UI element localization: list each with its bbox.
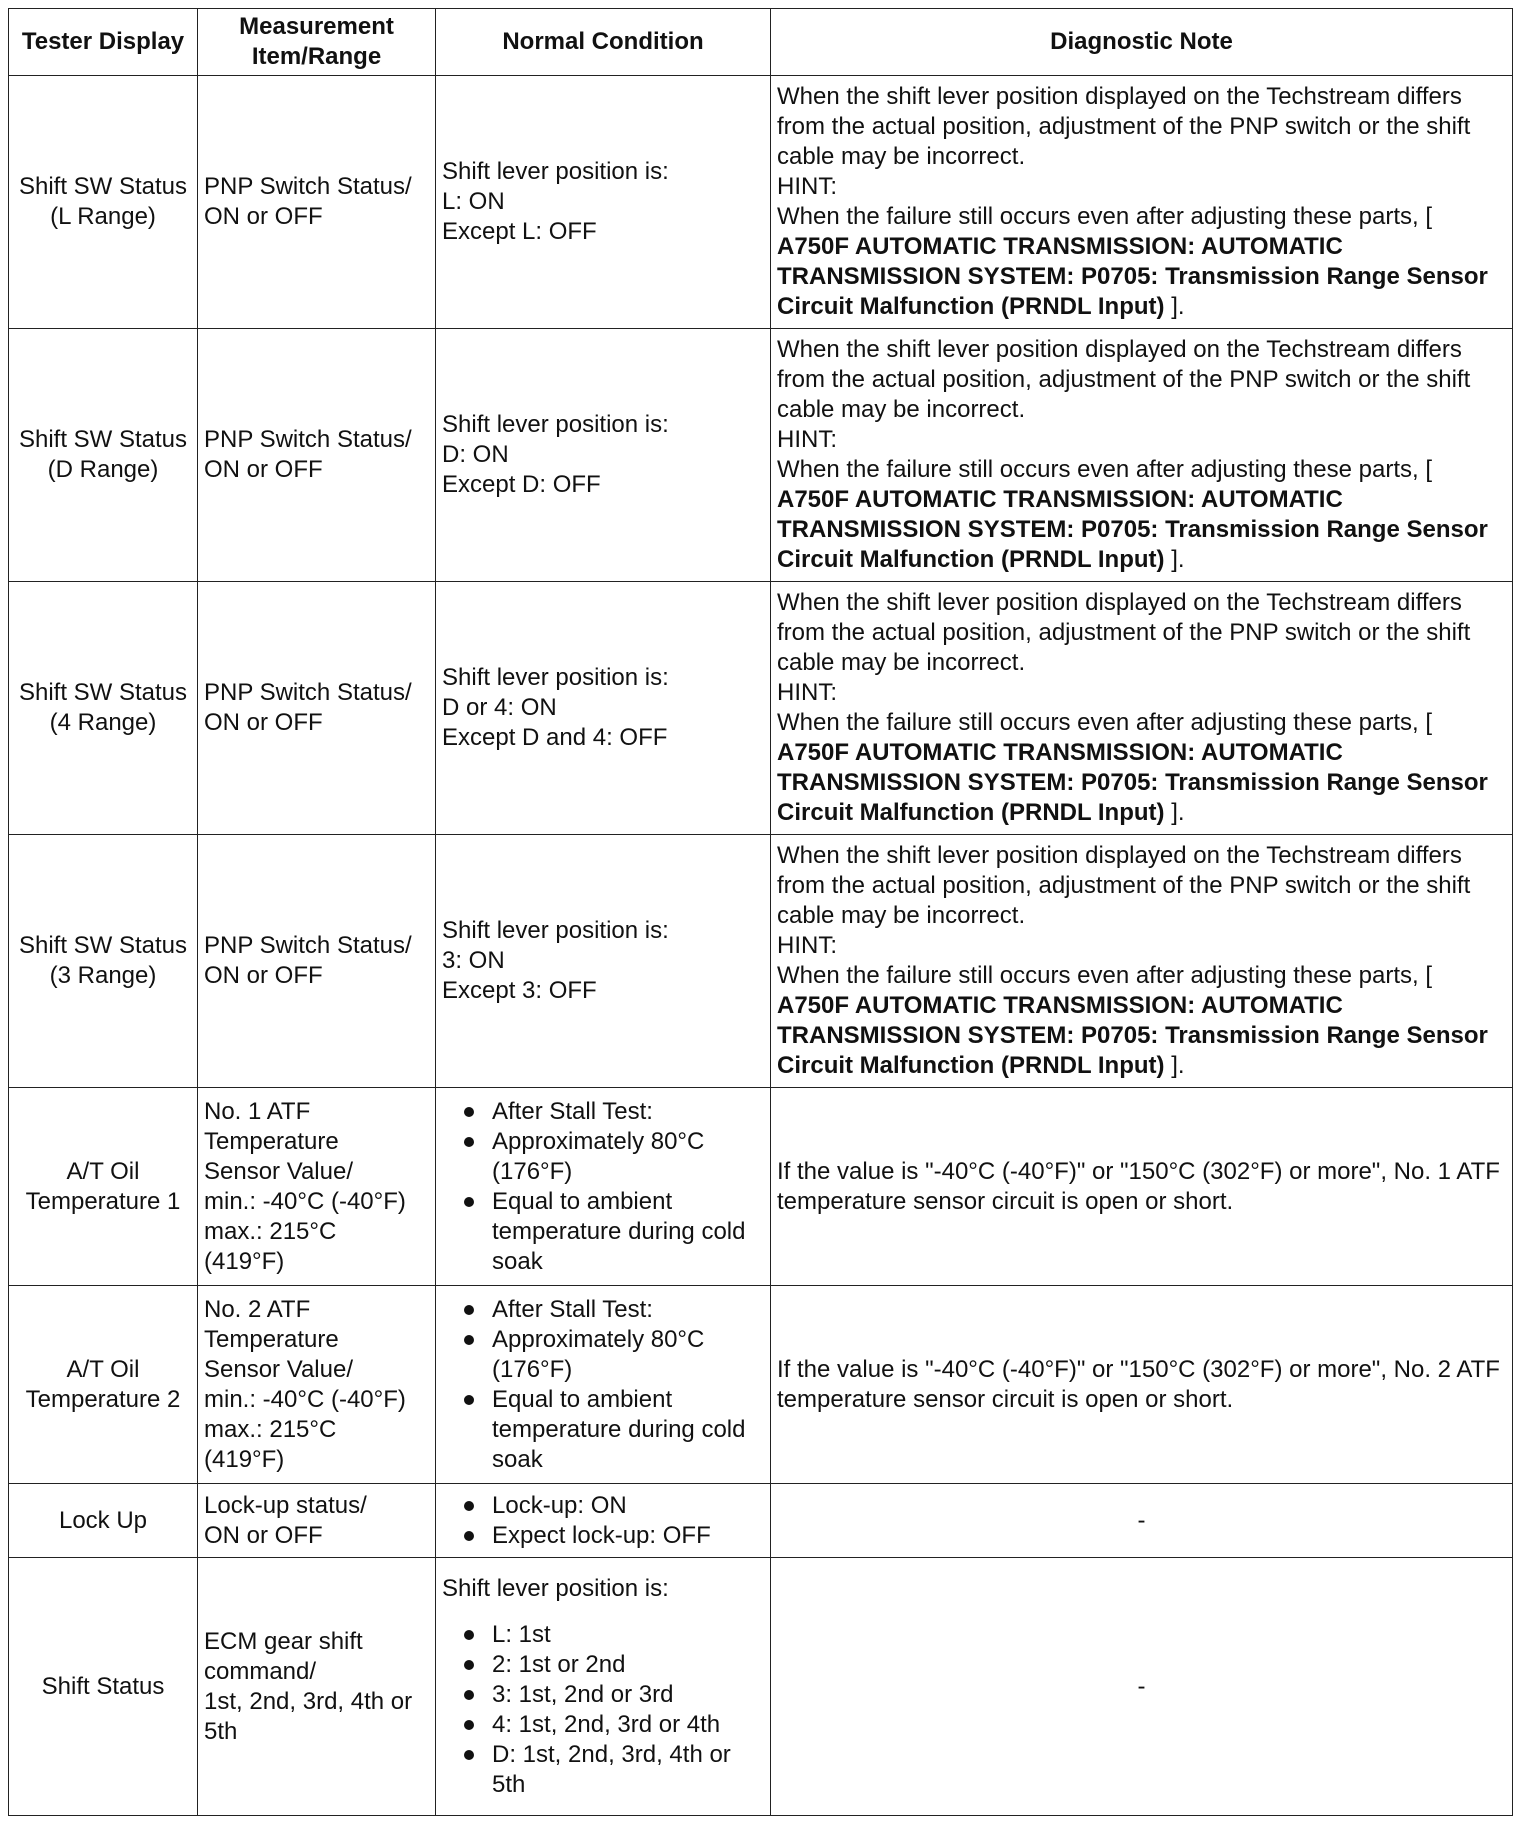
table-row bbox=[9, 582, 1513, 835]
bullet-list bbox=[442, 1295, 764, 1475]
table-row bbox=[9, 329, 1513, 582]
diagnostic-note-cell: When the shift lever position displayed on the Techstream differs from the actual position, adjustment of the PNP switch or the shift cable may be incorrect. HINT: When the failure still occurs even after adjusting these parts, [ A750F AUTOMATIC TRANSMISSION: AUTOMATIC TRANSMISSION SYSTEM: P0705: Transmission Range Sensor Circuit Malfunction (PRNDL Input) ]. bbox=[771, 329, 1513, 582]
normal-condition-cell bbox=[436, 1088, 771, 1286]
list-item: 4: 1st, 2nd, 3rd or 4th bbox=[442, 1710, 764, 1740]
header-measurement-item: Measurement Item/Range bbox=[198, 9, 436, 76]
table-row bbox=[9, 76, 1513, 329]
list-item: Equal to ambient temperature during cold soak bbox=[442, 1385, 764, 1475]
header-diagnostic-note: Diagnostic Note bbox=[771, 9, 1513, 76]
table-row bbox=[9, 1286, 1513, 1484]
tester-display-cell: Shift SW Status (D Range) bbox=[9, 329, 198, 582]
normal-condition-cell bbox=[436, 1286, 771, 1484]
table-header-row bbox=[9, 9, 1513, 76]
diagnostic-note-cell: - bbox=[771, 1484, 1513, 1558]
list-item: 3: 1st, 2nd or 3rd bbox=[442, 1680, 764, 1710]
table-row bbox=[9, 835, 1513, 1088]
tester-display-cell: Shift Status bbox=[9, 1558, 198, 1816]
bullet-list bbox=[442, 1491, 764, 1551]
repair-manual-link[interactable]: A750F AUTOMATIC TRANSMISSION: AUTOMATIC TRANSMISSION SYSTEM: P0705: Transmission Range Sensor Circuit Malfunction (PRNDL Input) bbox=[777, 233, 1488, 320]
diagnostic-note-cell: If the value is "-40°C (-40°F)" or "150°C (302°F) or more", No. 2 ATF temperature sensor circuit is open or short. bbox=[771, 1286, 1513, 1484]
tester-display-cell: Shift SW Status (L Range) bbox=[9, 76, 198, 329]
repair-manual-link[interactable]: A750F AUTOMATIC TRANSMISSION: AUTOMATIC TRANSMISSION SYSTEM: P0705: Transmission Range Sensor Circuit Malfunction (PRNDL Input) bbox=[777, 992, 1488, 1079]
normal-condition-cell: Shift lever position is: 3: ON Except 3: OFF bbox=[436, 835, 771, 1088]
list-item: 2: 1st or 2nd bbox=[442, 1650, 764, 1680]
repair-manual-link[interactable]: A750F AUTOMATIC TRANSMISSION: AUTOMATIC TRANSMISSION SYSTEM: P0705: Transmission Range Sensor Circuit Malfunction (PRNDL Input) bbox=[777, 739, 1488, 826]
diagnostic-note-cell: When the shift lever position displayed on the Techstream differs from the actual position, adjustment of the PNP switch or the shift cable may be incorrect. HINT: When the failure still occurs even after adjusting these parts, [ A750F AUTOMATIC TRANSMISSION: AUTOMATIC TRANSMISSION SYSTEM: P0705: Transmission Range Sensor Circuit Malfunction (PRNDL Input) ]. bbox=[771, 835, 1513, 1088]
normal-condition-cell: Shift lever position is: D: ON Except D: OFF bbox=[436, 329, 771, 582]
diagnostic-note-cell: When the shift lever position displayed on the Techstream differs from the actual position, adjustment of the PNP switch or the shift cable may be incorrect. HINT: When the failure still occurs even after adjusting these parts, [ A750F AUTOMATIC TRANSMISSION: AUTOMATIC TRANSMISSION SYSTEM: P0705: Transmission Range Sensor Circuit Malfunction (PRNDL Input) ]. bbox=[771, 582, 1513, 835]
tester-display-cell: A/T Oil Temperature 1 bbox=[9, 1088, 198, 1286]
tester-display-cell: Shift SW Status (4 Range) bbox=[9, 582, 198, 835]
measurement-item-cell: No. 1 ATF Temperature Sensor Value/ min.: -40°C (-40°F) max.: 215°C (419°F) bbox=[198, 1088, 436, 1286]
table-row bbox=[9, 1088, 1513, 1286]
diagnostic-data-table bbox=[8, 8, 1513, 1816]
list-item: Lock-up: ON bbox=[442, 1491, 764, 1521]
measurement-item-cell: No. 2 ATF Temperature Sensor Value/ min.: -40°C (-40°F) max.: 215°C (419°F) bbox=[198, 1286, 436, 1484]
list-item: Approximately 80°C (176°F) bbox=[442, 1325, 764, 1385]
list-item: After Stall Test: bbox=[442, 1097, 764, 1127]
tester-display-cell: A/T Oil Temperature 2 bbox=[9, 1286, 198, 1484]
list-item: After Stall Test: bbox=[442, 1295, 764, 1325]
diagnostic-note-cell: - bbox=[771, 1558, 1513, 1816]
repair-manual-link[interactable]: A750F AUTOMATIC TRANSMISSION: AUTOMATIC TRANSMISSION SYSTEM: P0705: Transmission Range Sensor Circuit Malfunction (PRNDL Input) bbox=[777, 486, 1488, 573]
normal-condition-cell: Shift lever position is: L: ON Except L: OFF bbox=[436, 76, 771, 329]
tester-display-cell: Shift SW Status (3 Range) bbox=[9, 835, 198, 1088]
table-row bbox=[9, 1558, 1513, 1816]
measurement-item-cell: PNP Switch Status/ ON or OFF bbox=[198, 582, 436, 835]
header-normal-condition: Normal Condition bbox=[436, 9, 771, 76]
table-row bbox=[9, 1484, 1513, 1558]
normal-condition-cell bbox=[436, 1484, 771, 1558]
normal-condition-cell: Shift lever position is: D or 4: ON Except D and 4: OFF bbox=[436, 582, 771, 835]
list-item: L: 1st bbox=[442, 1620, 764, 1650]
measurement-item-cell: ECM gear shift command/ 1st, 2nd, 3rd, 4th or 5th bbox=[198, 1558, 436, 1816]
bullet-list bbox=[442, 1097, 764, 1277]
list-item: D: 1st, 2nd, 3rd, 4th or 5th bbox=[442, 1740, 764, 1800]
tester-display-cell: Lock Up bbox=[9, 1484, 198, 1558]
measurement-item-cell: PNP Switch Status/ ON or OFF bbox=[198, 835, 436, 1088]
diagnostic-note-cell: If the value is "-40°C (-40°F)" or "150°C (302°F) or more", No. 1 ATF temperature sensor circuit is open or short. bbox=[771, 1088, 1513, 1286]
measurement-item-cell: PNP Switch Status/ ON or OFF bbox=[198, 76, 436, 329]
list-item: Equal to ambient temperature during cold soak bbox=[442, 1187, 764, 1277]
bullet-list bbox=[442, 1620, 764, 1800]
header-tester-display: Tester Display bbox=[9, 9, 198, 76]
list-item: Expect lock-up: OFF bbox=[442, 1521, 764, 1551]
measurement-item-cell: PNP Switch Status/ ON or OFF bbox=[198, 329, 436, 582]
list-item: Approximately 80°C (176°F) bbox=[442, 1127, 764, 1187]
diagnostic-note-cell: When the shift lever position displayed on the Techstream differs from the actual position, adjustment of the PNP switch or the shift cable may be incorrect. HINT: When the failure still occurs even after adjusting these parts, [ A750F AUTOMATIC TRANSMISSION: AUTOMATIC TRANSMISSION SYSTEM: P0705: Transmission Range Sensor Circuit Malfunction (PRNDL Input) ]. bbox=[771, 76, 1513, 329]
measurement-item-cell: Lock-up status/ ON or OFF bbox=[198, 1484, 436, 1558]
normal-condition-cell: Shift lever position is: L: 1st 2: 1st or 2nd 3: 1st, 2nd or 3rd 4: 1st, 2nd, 3rd or 4th D: 1st, 2nd, 3rd, 4th or 5th bbox=[436, 1558, 771, 1816]
